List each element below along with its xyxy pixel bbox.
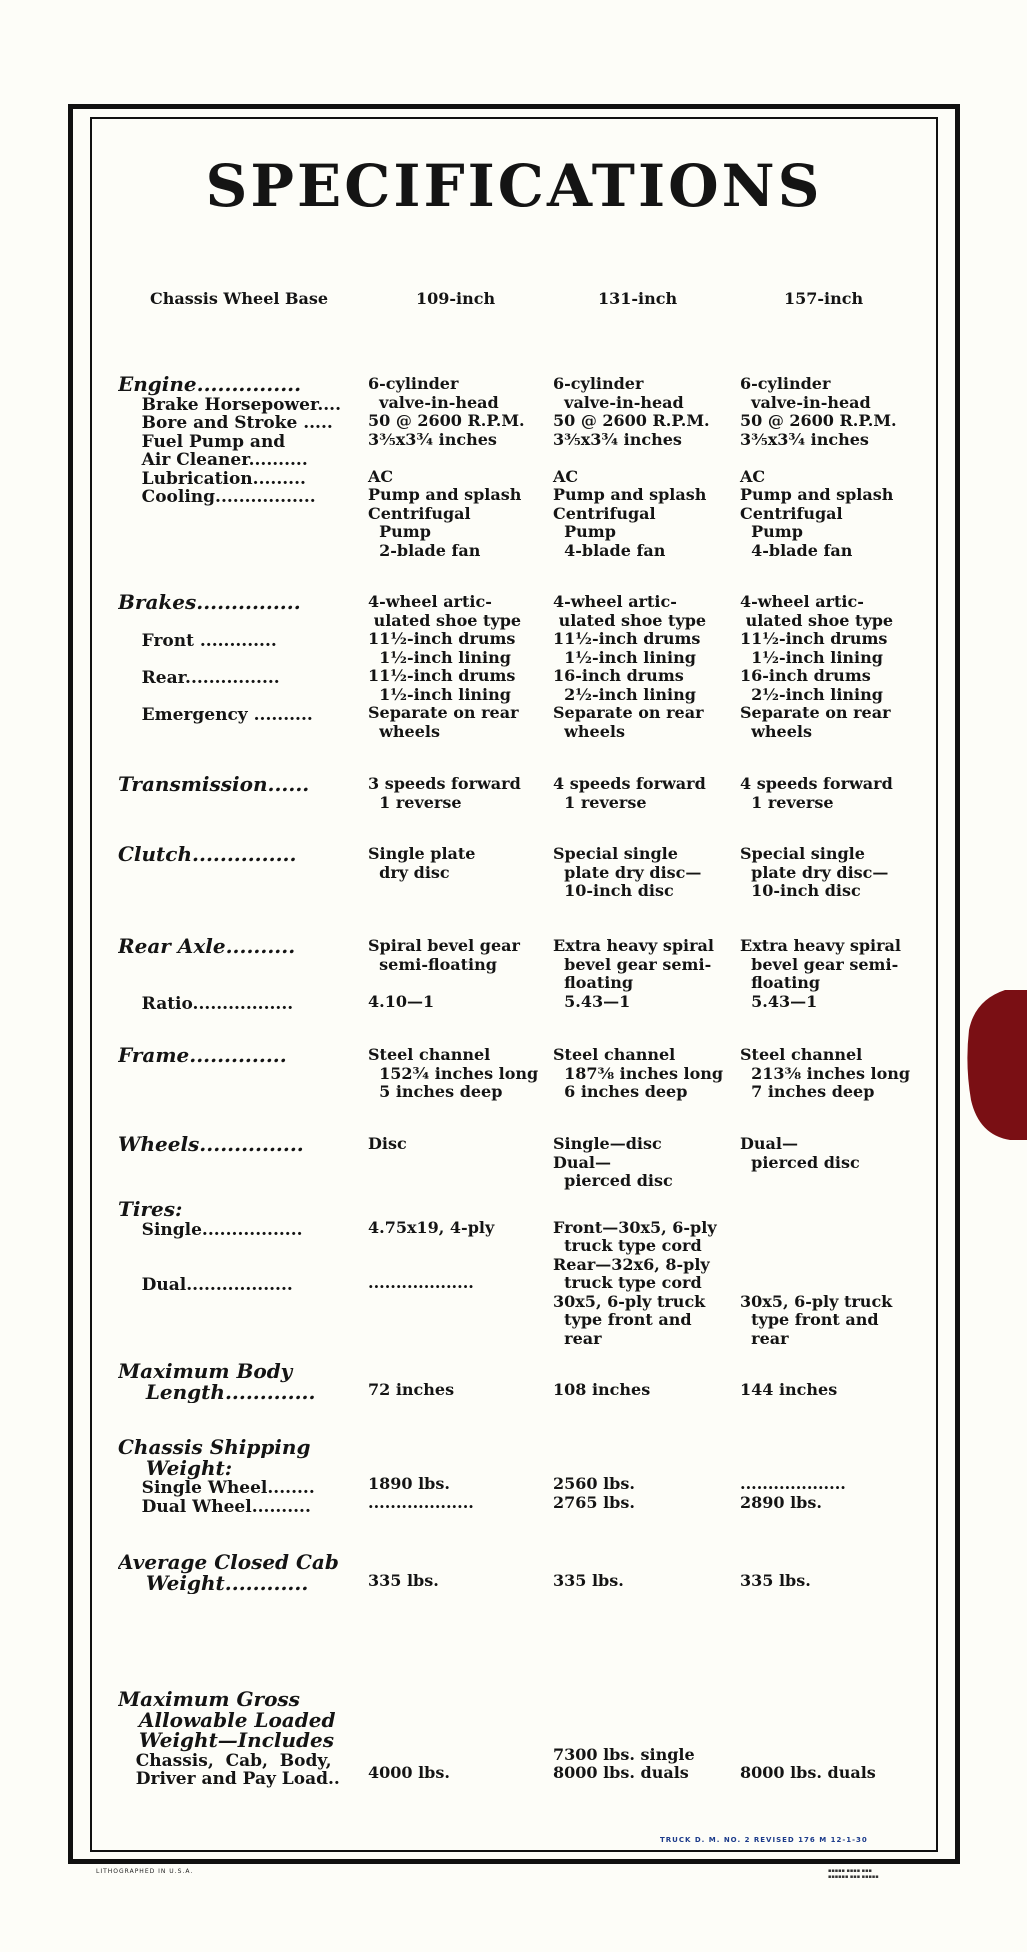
spec-value-col-2: Special single plate dry disc— 10-inch disc: [553, 844, 702, 900]
spec-value-col-2: Extra heavy spiral bevel gear semi- floating 5.43—1: [553, 936, 714, 1011]
spec-value-col-2: Single—disc Dual— pierced disc: [553, 1134, 673, 1190]
spec-value-col-3: 4-wheel artic- ulated shoe type 11½-inch drums 1½-inch lining 16-inch drums 2½-inch lining Separate on rear wheels: [740, 592, 894, 741]
spec-value-col-1: 335 lbs.: [368, 1570, 439, 1590]
header-col-131: 131-inch: [598, 289, 678, 308]
spec-label: Rear Axle.......... Ratio.................: [118, 937, 296, 1013]
spec-value-col-1: 4-wheel artic- ulated shoe type 11½-inch drums 1½-inch lining 11½-inch drums 1½-inch lining Separate on rear wheels: [368, 592, 522, 741]
spec-value-col-2: 108 inches: [553, 1379, 651, 1399]
header-col-109: 109-inch: [416, 289, 496, 308]
spec-value-col-1: 4.75x19, 4-ply ...................: [368, 1217, 495, 1292]
spec-label: Chassis Shipping Weight: Single Wheel........ Dual Wheel..........: [118, 1438, 315, 1516]
form-number: TRUCK D. M. NO. 2 REVISED 176 M 12-1-30: [660, 1836, 868, 1844]
spec-value-col-1: Steel channel 152¾ inches long 5 inches deep: [368, 1045, 539, 1101]
spec-value-col-3: Steel channel 213⅜ inches long 7 inches deep: [740, 1045, 911, 1101]
spec-value-col-3: 335 lbs.: [740, 1570, 811, 1590]
spec-label: Engine............... Brake Horsepower.... Bore and Stroke ..... Fuel Pump and Air Cleaner.......... Lubrication......... Cooling.................: [118, 375, 342, 507]
spec-value-col-3: Extra heavy spiral bevel gear semi- floating 5.43—1: [740, 936, 901, 1011]
spec-value-col-1: 72 inches: [368, 1379, 455, 1399]
spec-value-col-1: Disc: [368, 1134, 407, 1153]
spec-value-col-3: 144 inches: [740, 1379, 838, 1399]
spec-value-col-3: ................... 2890 lbs.: [740, 1474, 846, 1512]
spec-value-col-2: 4 speeds forward 1 reverse: [553, 774, 706, 812]
printer-mark: ▪▪▪▪▪ ▪▪▪▪ ▪▪▪ ▪▪▪▪▪▪ ▪▪▪ ▪▪▪▪▪: [828, 1868, 879, 1880]
spec-value-col-2: 7300 lbs. single 8000 lbs. duals: [553, 1744, 695, 1782]
spec-value-col-1: Spiral bevel gear semi-floating 4.10—1: [368, 936, 520, 1011]
spec-label: Average Closed Cab Weight............: [118, 1553, 339, 1594]
page-title: SPECIFICATIONS: [205, 152, 823, 220]
spec-label: Maximum Body Length.............: [118, 1362, 316, 1403]
spec-value-col-1: 4000 lbs.: [368, 1763, 450, 1782]
spec-value-col-3: Special single plate dry disc— 10-inch disc: [740, 844, 889, 900]
spec-value-col-2: 335 lbs.: [553, 1570, 624, 1590]
spec-value-col-3: Dual— pierced disc: [740, 1134, 860, 1172]
spec-value-col-3: 8000 lbs. duals: [740, 1763, 876, 1782]
header-label: Chassis Wheel Base: [150, 289, 329, 308]
lithographed-note: LITHOGRAPHED IN U.S.A.: [96, 1868, 194, 1875]
spec-value-col-2: 2560 lbs. 2765 lbs.: [553, 1474, 635, 1512]
spec-value-col-2: 4-wheel artic- ulated shoe type 11½-inch drums 1½-inch lining 16-inch drums 2½-inch lining Separate on rear wheels: [553, 592, 707, 741]
spec-label: Tires: Single................. Dual..................: [118, 1200, 303, 1295]
spec-label: Frame..............: [118, 1046, 287, 1067]
spec-value-col-2: Steel channel 187⅜ inches long 6 inches deep: [553, 1045, 724, 1101]
spec-value-col-3: 6-cylinder valve-in-head 50 @ 2600 R.P.M. 3⅗x3¾ inches AC Pump and splash Centrifugal Pump 4-blade fan: [740, 374, 897, 560]
spec-label: Clutch...............: [118, 845, 297, 866]
spec-label: Wheels...............: [118, 1135, 304, 1156]
spec-value-col-1: Single plate dry disc: [368, 844, 476, 882]
red-index-tab: [965, 990, 1027, 1140]
spec-value-col-1: 6-cylinder valve-in-head 50 @ 2600 R.P.M. 3⅗x3¾ inches AC Pump and splash Centrifugal Pump 2-blade fan: [368, 374, 525, 560]
spec-value-col-1: 3 speeds forward 1 reverse: [368, 774, 521, 812]
spec-value-col-1: 1890 lbs. ...................: [368, 1474, 474, 1512]
spec-value-col-2: Front—30x5, 6-ply truck type cord Rear—32x6, 8-ply truck type cord 30x5, 6-ply truck type front and rear: [553, 1217, 717, 1348]
spec-value-col-2: 6-cylinder valve-in-head 50 @ 2600 R.P.M. 3⅗x3¾ inches AC Pump and splash Centrifugal Pump 4-blade fan: [553, 374, 710, 560]
spec-label: Brakes............... Front ............. Rear................ Emergency ..........: [118, 593, 313, 725]
header-col-157: 157-inch: [784, 289, 864, 308]
spec-value-col-3: 4 speeds forward 1 reverse: [740, 774, 893, 812]
spec-label: Transmission......: [118, 775, 310, 796]
spec-value-col-3: 30x5, 6-ply truck type front and rear: [740, 1291, 893, 1348]
spec-label: Maximum Gross Allowable Loaded Weight—Includes Chassis, Cab, Body, Driver and Pay Load..: [118, 1690, 340, 1789]
